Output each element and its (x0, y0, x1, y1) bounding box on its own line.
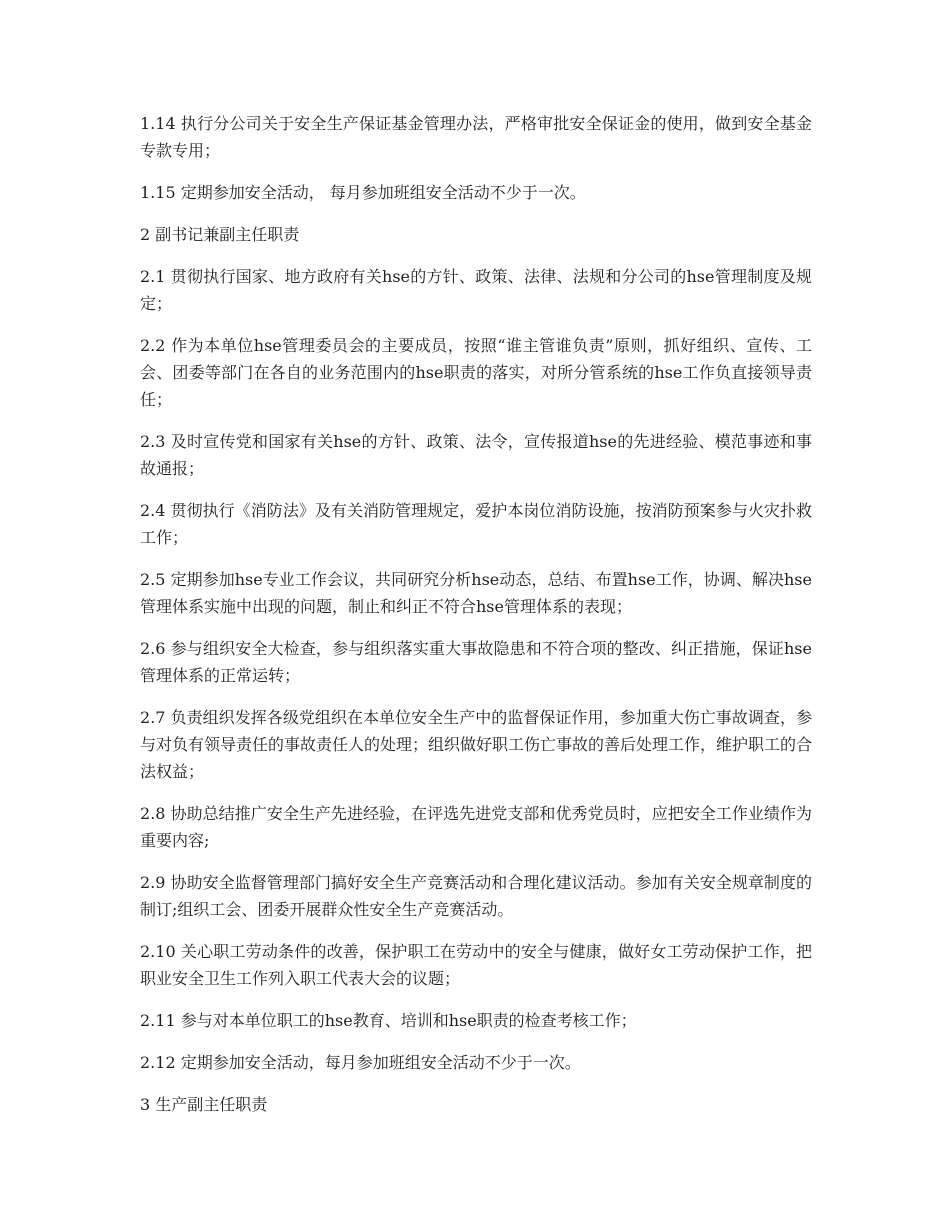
paragraph-2-3: 2.3 及时宣传党和国家有关hse的方针、政策、法令，宣传报道hse的先进经验、模范事迹和事故通报； (140, 432, 812, 478)
paragraph-1-14: 1.14 执行分公司关于安全生产保证基金管理办法，严格审批安全保证金的使用，做到安全基金专款专用； (140, 114, 812, 160)
paragraph-2-5: 2.5 定期参加hse专业工作会议，共同研究分析hse动态，总结、布置hse工作，协调、解决hse管理体系实施中出现的问题，制止和纠正不符合hse管理体系的表现； (140, 570, 812, 616)
paragraph-2-10: 2.10 关心职工劳动条件的改善，保护职工在劳动中的安全与健康，做好女工劳动保护工作，把职业安全卫生工作列入职工代表大会的议题； (140, 942, 812, 988)
paragraph-2-7: 2.7 负责组织发挥各级党组织在本单位安全生产中的监督保证作用，参加重大伤亡事故调查，参与对负有领导责任的事故责任人的处理；组织做好职工伤亡事故的善后处理工作，维护职工的合法权益； (140, 708, 813, 781)
document-body (140, 110, 812, 1133)
paragraph-2-4: 2.4 贯彻执行《消防法》及有关消防管理规定，爱护本岗位消防设施，按消防预案参与火灾扑救工作； (140, 501, 812, 547)
paragraph-2-8: 2.8 协助总结推广安全生产先进经验，在评选先进党支部和优秀党员时，应把安全工作业绩作为重要内容; (140, 804, 812, 850)
paragraph-1-15: 1.15 定期参加安全活动， 每月参加班组安全活动不少于一次。 (140, 183, 586, 202)
paragraph-2-6: 2.6 参与组织安全大检查，参与组织落实重大事故隐患和不符合项的整改、纠正措施，保证hse管理体系的正常运转； (140, 639, 812, 685)
paragraph-2-11: 2.11 参与对本单位职工的hse教育、培训和hse职责的检查考核工作； (140, 1011, 637, 1030)
paragraph-2-1: 2.1 贯彻执行国家、地方政府有关hse的方针、政策、法律、法规和分公司的hse管理制度及规定； (140, 267, 812, 313)
paragraph-2-12: 2.12 定期参加安全活动，每月参加班组安全活动不少于一次。 (140, 1053, 581, 1072)
paragraph-2-2: 2.2 作为本单位hse管理委员会的主要成员，按照“谁主管谁负责”原则，抓好组织、宣传、工会、团委等部门在各自的业务范围内的hse职责的落实，对所分管系统的hse工作负直接领导责任； (140, 336, 812, 409)
section-heading-2: 2 副书记兼副主任职责 (140, 225, 300, 244)
section-heading-3: 3 生产副主任职责 (140, 1095, 268, 1114)
paragraph-2-9: 2.9 协助安全监督管理部门搞好安全生产竞赛活动和合理化建议活动。参加有关安全规章制度的制订;组织工会、团委开展群众性安全生产竞赛活动。 (140, 873, 812, 919)
